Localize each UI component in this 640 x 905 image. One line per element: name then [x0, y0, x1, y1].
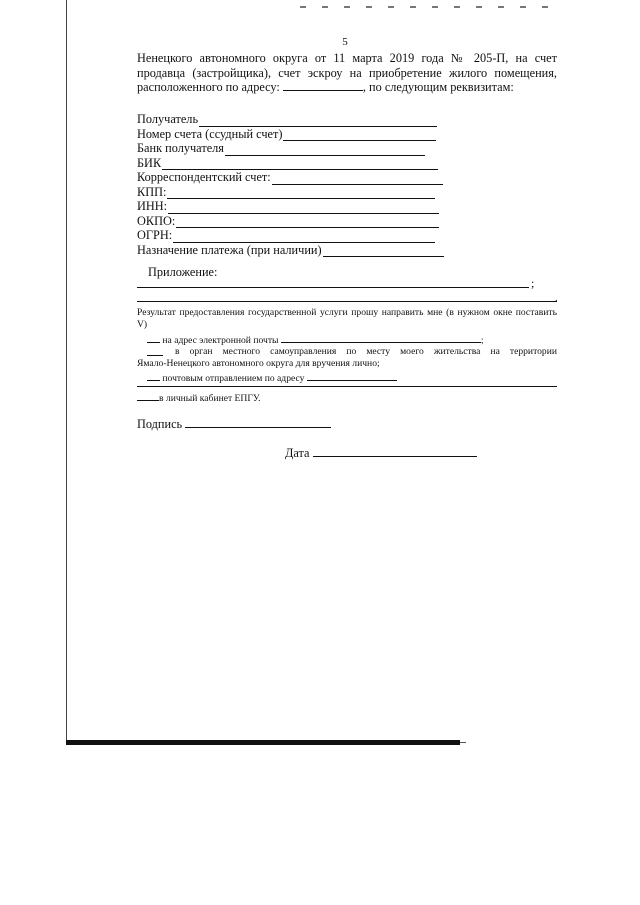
requisite-field[interactable]: [199, 115, 437, 127]
requisite-row-corr-account: [137, 170, 444, 185]
result-option-local-gov: [147, 346, 557, 358]
requisite-row-recipient: [137, 112, 444, 127]
checkbox-local-gov[interactable]: [147, 346, 163, 356]
scan-edge-line: [66, 0, 67, 745]
checkbox-post[interactable]: [147, 371, 160, 381]
result-option-email: [147, 333, 484, 347]
scan-bottom-bar: [66, 740, 460, 745]
attachment-period: .: [555, 293, 558, 304]
email-field[interactable]: [281, 333, 481, 343]
requisite-field[interactable]: [162, 158, 438, 170]
requisite-row-ogrn: [137, 228, 444, 243]
requisite-label: КПП:: [137, 184, 167, 199]
result-option-epgu: [137, 391, 261, 405]
address-blank[interactable]: [283, 80, 363, 91]
requisite-row-bank: [137, 141, 444, 156]
requisite-field[interactable]: [168, 202, 439, 214]
requisite-label: ОКПО:: [137, 213, 176, 228]
signature-label: Подпись: [137, 417, 183, 431]
requisite-field[interactable]: [167, 187, 435, 199]
post-address-line[interactable]: [137, 386, 557, 387]
requisite-row-bik: [137, 156, 444, 171]
requisite-label: БИК: [137, 155, 162, 170]
date-field[interactable]: [313, 446, 477, 457]
scan-top-artifact: [300, 6, 560, 8]
result-instruction: Результат предоставления государственной услуги прошу направить мне (в нужном окне поставить V): [137, 307, 557, 330]
page-number: 5: [342, 36, 348, 48]
result-option-post: [147, 371, 397, 385]
scan-bottom-artifact: [460, 742, 466, 743]
option-local-gov-label: в орган местного самоуправления по месту моего жительства на территории: [175, 346, 557, 357]
checkbox-email[interactable]: [147, 333, 160, 343]
date-row: [285, 446, 477, 461]
signature-field[interactable]: [185, 417, 331, 428]
requisite-row-okpo: [137, 214, 444, 229]
attachment-label: Приложение:: [148, 265, 218, 279]
requisite-field[interactable]: [283, 129, 436, 141]
requisite-row-purpose: [137, 243, 444, 258]
attachment-semicolon: ;: [531, 276, 535, 290]
intro-text-end: , по следующим реквизитам:: [362, 80, 514, 94]
requisite-label: Назначение платежа (при наличии): [137, 242, 322, 257]
intro-text: Ненецкого автономного округа от 11 марта 2019 года № 205-П, на счет продавца (застройщика), счет эскроу на приобретение жилого помещения, расположенного по адресу:: [137, 51, 557, 94]
checkbox-epgu[interactable]: [137, 391, 159, 401]
requisite-row-inn: [137, 199, 444, 214]
requisite-row-kpp: [137, 185, 444, 200]
signature-row: [137, 417, 331, 432]
requisite-label: Банк получателя: [137, 141, 224, 155]
option-epgu-label: в личный кабинет ЕПГУ.: [159, 393, 261, 404]
requisites-block: [137, 112, 444, 257]
option-email-end: ;: [480, 335, 484, 346]
requisite-label: ИНН:: [137, 199, 168, 213]
option-email-label: на адрес электронной почты: [162, 335, 279, 346]
requisite-label: Корреспондентский счет:: [137, 170, 271, 184]
requisite-row-account: [137, 127, 444, 142]
option-local-gov-label-2: Ямало-Ненецкого автономного округа для вручения лично;: [137, 358, 380, 369]
attachment-line-1[interactable]: [137, 287, 529, 288]
intro-paragraph: [137, 51, 557, 95]
post-address-field[interactable]: [307, 371, 397, 381]
date-label: Дата: [285, 446, 310, 460]
option-post-label: почтовым отправлением по адресу: [162, 373, 305, 384]
requisite-label: ОГРН:: [137, 228, 173, 242]
requisite-field[interactable]: [272, 173, 443, 185]
attachment-line-2[interactable]: [137, 301, 557, 302]
requisite-field[interactable]: [323, 245, 444, 257]
requisite-label: Номер счета (ссудный счет): [137, 126, 283, 141]
requisite-label: Получатель: [137, 112, 199, 126]
requisite-field[interactable]: [176, 216, 439, 228]
requisite-field[interactable]: [225, 144, 425, 156]
requisite-field[interactable]: [173, 231, 435, 243]
